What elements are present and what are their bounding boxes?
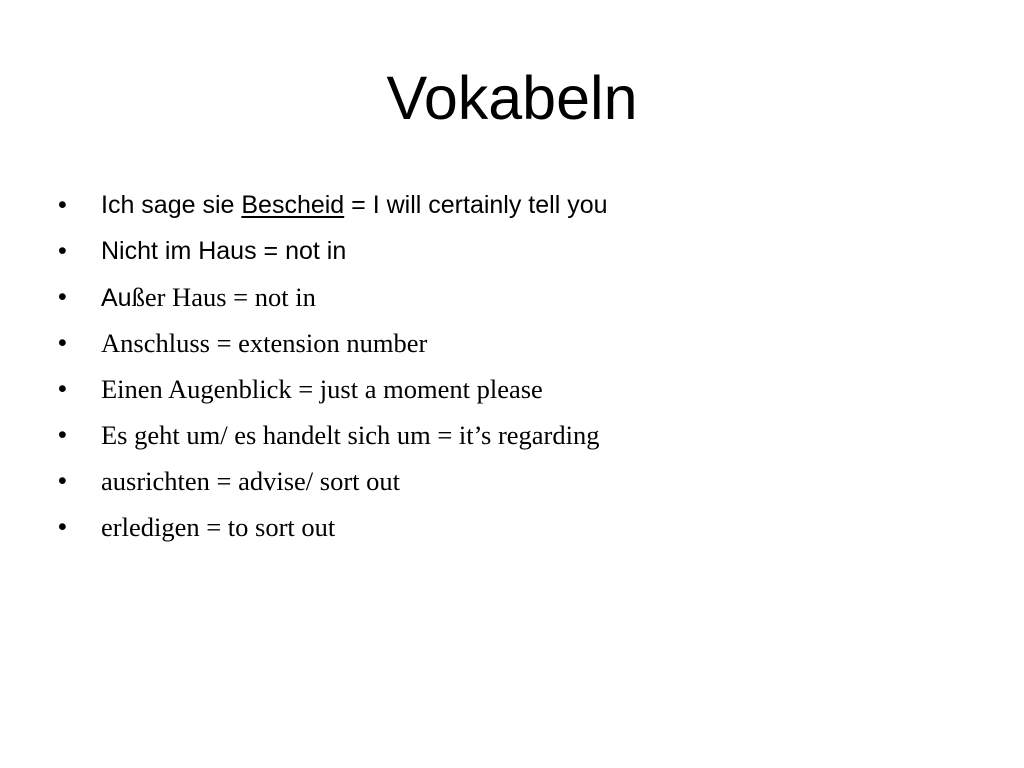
item-text-sans-part: Au xyxy=(101,284,132,312)
item-text-suffix: = I will certainly tell you xyxy=(344,191,608,219)
list-item-text: Anschluss = extension number xyxy=(101,328,428,358)
underlined-word: Bescheid xyxy=(241,191,345,219)
bullet-icon: • xyxy=(58,421,67,449)
bullet-icon: • xyxy=(58,513,67,541)
item-text-prefix: Ich sage sie xyxy=(101,191,242,219)
list-item-text: Nicht im Haus = not in xyxy=(101,237,347,265)
slide-title: Vokabeln xyxy=(386,64,638,132)
list-item-text: Einen Augenblick = just a moment please xyxy=(101,374,543,404)
bullet-icon: • xyxy=(58,329,67,357)
list-item-text: Es geht um/ es handelt sich um = it’s regarding xyxy=(101,420,600,450)
list-item-text xyxy=(101,182,608,228)
list-item-text xyxy=(101,274,316,321)
list-item-text: erledigen = to sort out xyxy=(101,512,336,542)
bullet-icon: • xyxy=(58,283,67,311)
list-item-text: ausrichten = advise/ sort out xyxy=(101,466,401,496)
bullet-icon: • xyxy=(58,191,67,219)
bullet-icon: • xyxy=(58,467,67,495)
item-text-serif-part: ßer Haus = not in xyxy=(131,282,316,312)
bullet-icon: • xyxy=(58,237,67,265)
bullet-icon: • xyxy=(58,375,67,403)
